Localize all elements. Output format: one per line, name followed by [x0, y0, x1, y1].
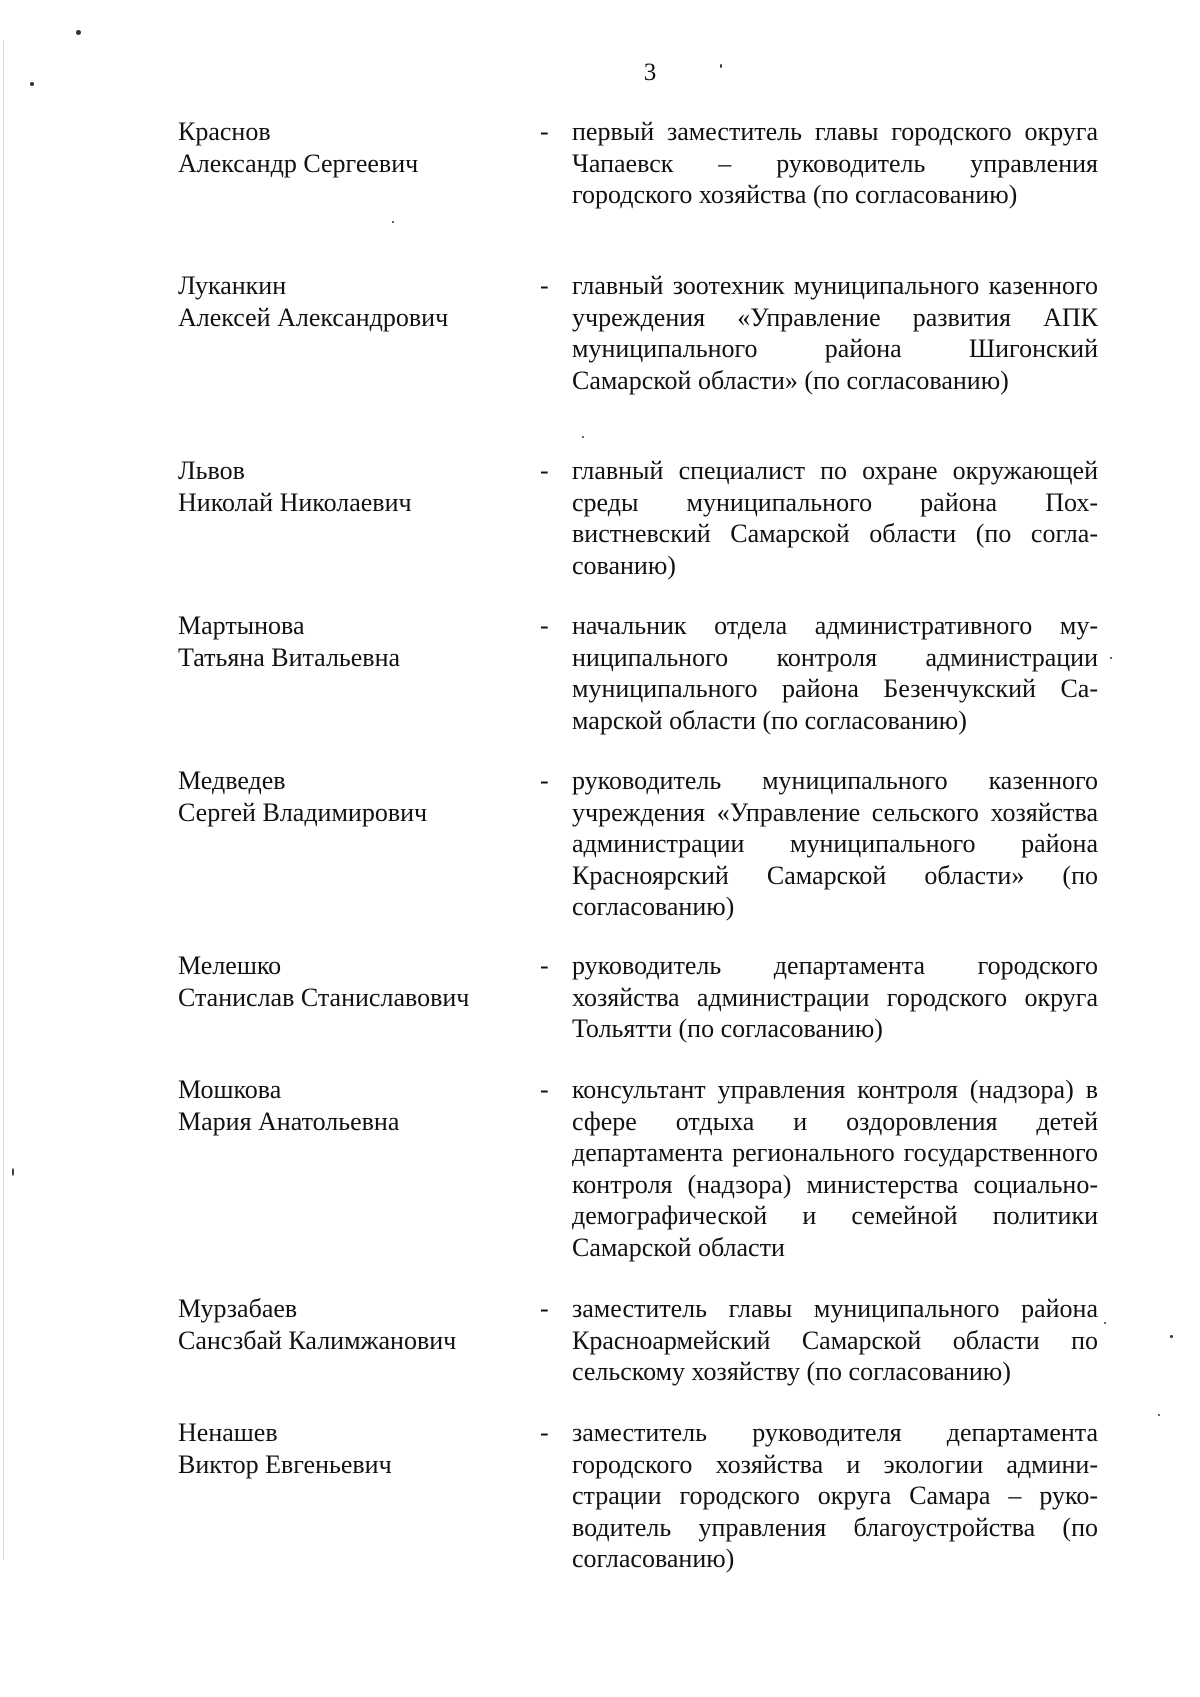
member-given-names: Алексей Александрович: [178, 302, 449, 332]
member-name: [178, 950, 518, 1013]
member-dash: -: [540, 456, 549, 485]
member-surname: Львов: [178, 456, 245, 485]
member-surname: Мартынова: [178, 611, 305, 640]
scan-speck: [392, 221, 394, 223]
scan-speck: [1110, 657, 1112, 659]
member-dash: -: [540, 611, 549, 640]
member-name: [178, 455, 518, 518]
scan-speck: [720, 64, 722, 68]
scan-speck: [582, 436, 584, 438]
member-position: руководитель муниципального казенного учреждения «Управление сельского хозяйства администрации муниципального района Красноярский Самарской области» (по согласованию): [572, 766, 1098, 921]
member-given-names: Татьяна Витальевна: [178, 642, 401, 672]
member-given-names: Сергей Владимирович: [178, 797, 428, 827]
member-dash: -: [540, 271, 549, 300]
member-given-names: Виктор Евгеньевич: [178, 1449, 392, 1479]
member-dash: -: [540, 766, 549, 795]
member-given-names: Сансзбай Калимжанович: [178, 1325, 457, 1355]
member-surname: Мурзабаев: [178, 1294, 298, 1323]
member-name: [178, 270, 518, 333]
member-position: заместитель главы муниципального района Красноармейский Самарской области по сельскому хозяйству (по согласованию): [572, 1294, 1098, 1386]
scan-margin-line: [3, 40, 4, 1560]
member-given-names: Мария Анатольевна: [178, 1106, 400, 1136]
member-name: [178, 765, 518, 828]
scan-speck: [12, 1168, 14, 1176]
member-surname: Краснов: [178, 117, 271, 146]
member-given-names: Александр Сергеевич: [178, 148, 419, 178]
member-name: [178, 1074, 518, 1137]
member-position: главный зоотехник муниципального казенного учреждения «Управление развития АПК муниципального района Шигонский Самарской области» (по согласованию): [572, 271, 1098, 395]
member-given-names: Николай Николаевич: [178, 487, 412, 517]
member-position: главный специалист по охране окружающей среды муниципального района Похвистневский Самарской области (по согласованию): [572, 456, 1098, 580]
scan-speck: [1158, 1414, 1160, 1416]
member-dash: -: [540, 1418, 549, 1447]
member-position: руководитель департамента городского хозяйства администрации городского округа Тольятти (по согласованию): [572, 951, 1098, 1043]
member-dash: -: [540, 1075, 549, 1104]
member-dash: -: [540, 951, 549, 980]
member-name: [178, 1293, 518, 1356]
member-position: первый заместитель главы городского округа Чапаевск – руководитель управления городского хозяйства (по согласованию): [572, 117, 1098, 209]
member-name: [178, 610, 518, 673]
scan-speck: [30, 82, 34, 86]
scan-speck: [1104, 1322, 1106, 1324]
member-surname: Ненашев: [178, 1418, 278, 1447]
member-dash: -: [540, 117, 549, 146]
member-surname: Медведев: [178, 766, 286, 795]
member-position: заместитель руководителя департамента городского хозяйства и экологии администрации городского округа Самара – руководитель управления благоустройства (по согласованию): [572, 1418, 1098, 1573]
member-surname: Мелешко: [178, 951, 282, 980]
member-dash: -: [540, 1294, 549, 1323]
member-surname: Мошкова: [178, 1075, 282, 1104]
member-position: консультант управления контроля (надзора) в сфере отдыха и оздоровления детей департамента регионального государственного контроля (надзора) министерства социально-демографической и семейной политики Самарской области: [572, 1075, 1098, 1262]
page-number: 3: [643, 59, 657, 86]
scan-speck: [1170, 1335, 1173, 1338]
member-name: [178, 116, 518, 179]
member-position: начальник отдела административного муниципального контроля администрации муниципального района Безенчукский Самарской области (по согласованию): [572, 611, 1098, 735]
member-name: [178, 1417, 518, 1480]
member-surname: Луканкин: [178, 271, 287, 300]
member-given-names: Станислав Станиславович: [178, 982, 470, 1012]
scan-speck: [76, 30, 81, 35]
